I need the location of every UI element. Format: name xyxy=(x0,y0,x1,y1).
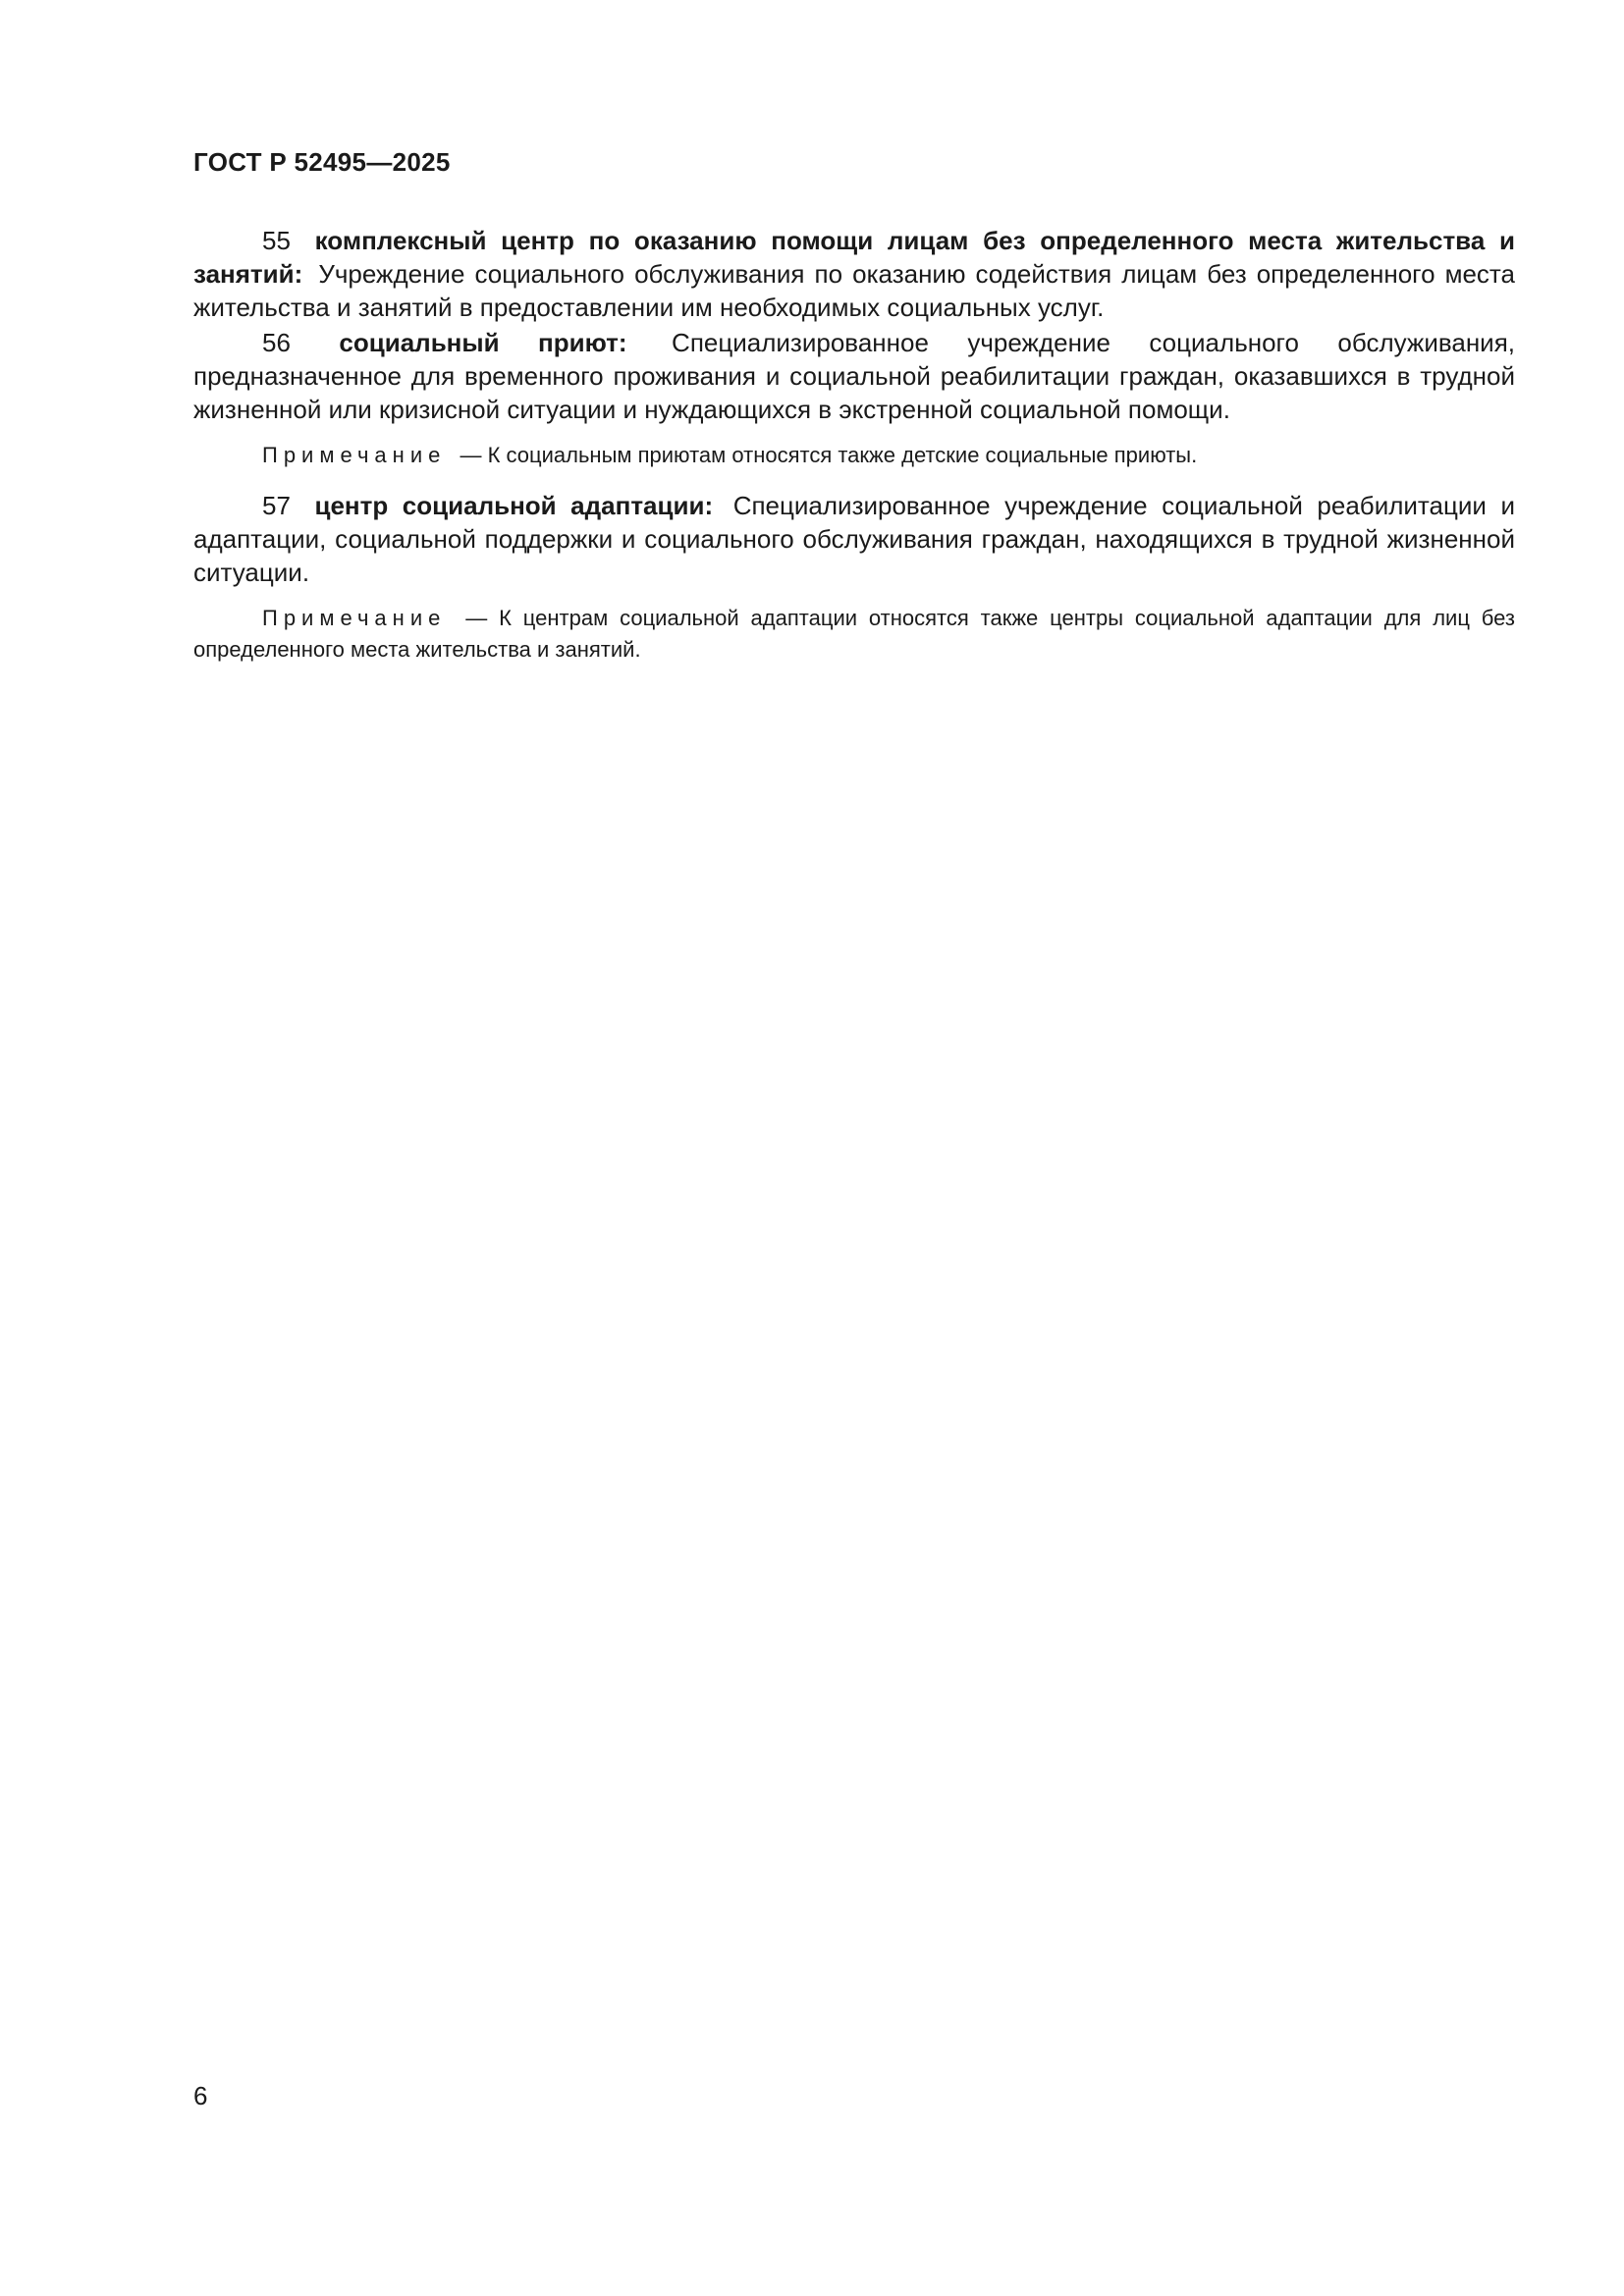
note-label: Примечание xyxy=(262,606,447,630)
term-name: социальный приют: xyxy=(339,328,627,357)
term-name: комплексный центр по оказанию помощи лицам без определенного места жительства и занятий: xyxy=(193,226,1515,289)
term-name: центр социальной адаптации: xyxy=(314,491,714,520)
document-header: ГОСТ Р 52495—2025 xyxy=(193,147,451,177)
term-definition: Специализированное учреждение социальной реабилитации и адаптации, социальной поддержки и социального обслуживания граждан, находящихся в трудной жизненной ситуации. xyxy=(193,491,1516,587)
note-text: — К центрам социальной адаптации относятся также центры социальной адаптации для лиц без определенного места жительства и занятий. xyxy=(193,606,1515,662)
term-entry-56 xyxy=(193,326,1515,426)
term-number: 55 xyxy=(262,226,291,255)
note-56 xyxy=(193,440,1515,471)
note-label: Примечание xyxy=(262,443,447,467)
term-definition: Учреждение социального обслуживания по оказанию содействия лицам без определенного места жительства и занятий в предоставлении им необходимых социальных услуг. xyxy=(193,259,1516,322)
note-text: — К социальным приютам относятся также детские социальные приюты. xyxy=(460,443,1198,467)
note-57 xyxy=(193,603,1515,666)
page-number: 6 xyxy=(193,2081,208,2110)
document-body xyxy=(193,224,1515,683)
term-entry-57 xyxy=(193,489,1515,589)
term-number: 57 xyxy=(262,491,291,520)
term-definition: Специализированное учреждение социального обслуживания, предназначенное для временного проживания и социальной реабилитации граждан, оказавшихся в трудной жизненной или кризисной ситуации и нуждающихся в экстренной социальной помощи. xyxy=(193,328,1516,424)
term-number: 56 xyxy=(262,328,291,357)
term-entry-55 xyxy=(193,224,1515,324)
